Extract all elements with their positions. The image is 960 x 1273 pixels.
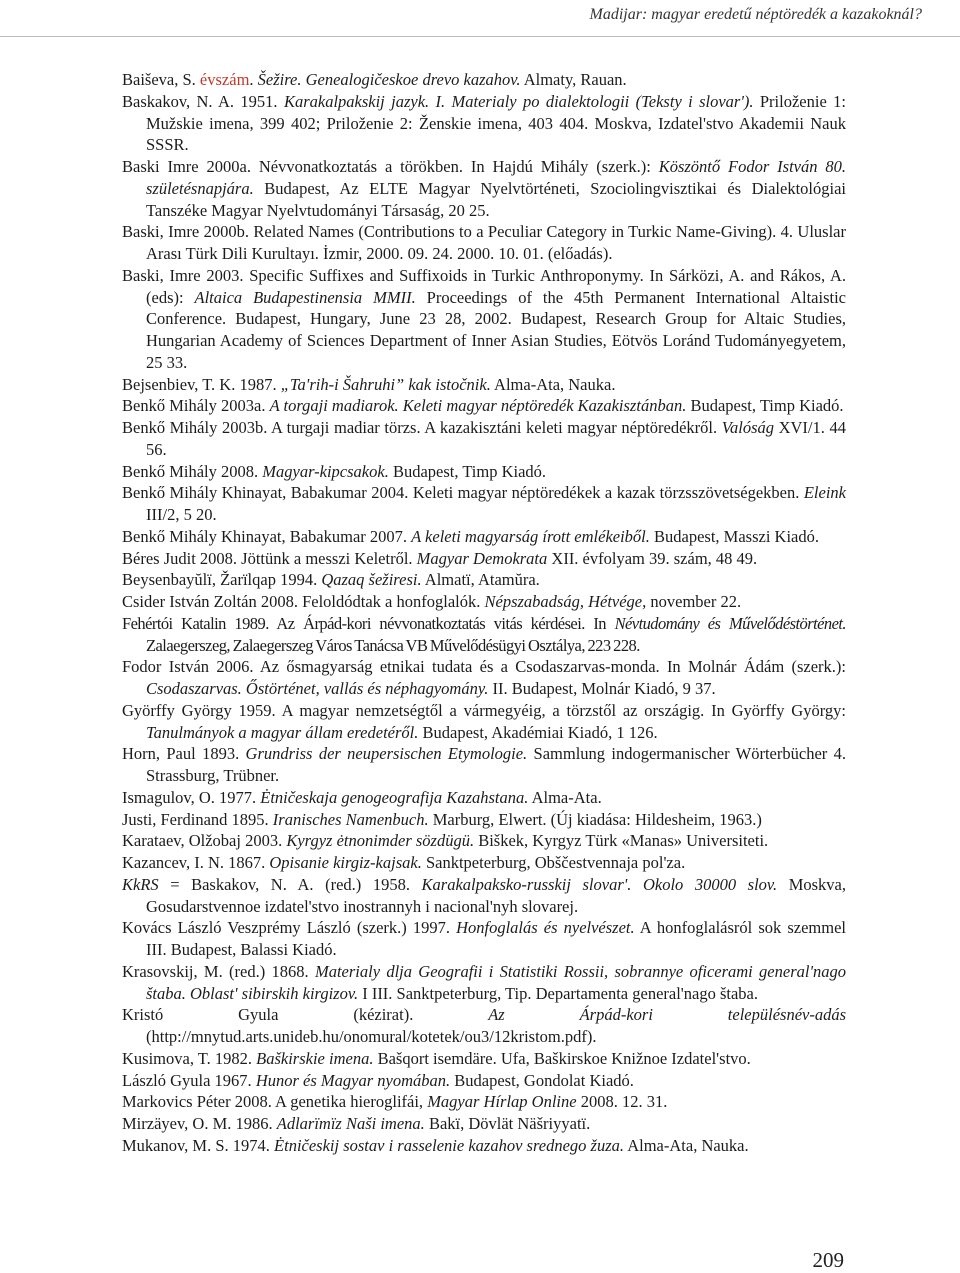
bibliography-entry xyxy=(122,482,846,526)
entry-text: Baski, Imre 2000b. Related Names (Contributions to a Peculiar Category in Turkic Name-Giving). 4. Uluslar Arası Türk Dili Kurultayı. İzmir, 2000. 09. 24. 2000. 10. 01. (előadás). xyxy=(122,222,846,263)
bibliography-entry xyxy=(122,852,846,874)
entry-text: Fehértói Katalin 1989. Az Árpád-kori névvonatkoztatás vitás kérdései. In xyxy=(122,613,615,633)
entry-text: Budapest, Timp Kiadó. xyxy=(686,396,844,416)
bibliography-entry xyxy=(122,1135,846,1157)
page-number: 209 xyxy=(812,1248,844,1272)
bibliography-entry xyxy=(122,656,846,700)
entry-text: (http://mnytud.arts.unideb.hu/onomural/kotetek/ou3/12kristom.pdf). xyxy=(146,1027,597,1046)
entry-title-text: Magyar Hírlap Online xyxy=(427,1092,577,1112)
entry-text: 2008. 12. 31. xyxy=(576,1092,668,1112)
entry-title-text: Materialy dlja Geografii i Statistiki Rossii, sobrannye oficerami general'nago štaba. Oblast' sibirskih kirgizov. xyxy=(146,961,846,1003)
entry-text: Györffy György 1959. A magyar nemzetségtől a vármegyéig, a törzstől az országig. In Györffy György: xyxy=(122,700,846,720)
bibliography-entry xyxy=(122,265,846,374)
entry-text: Proceedings of the 45th Permanent International Altaistic Conference. Budapest, Hungary, June 23 28, 2002. Budapest, Research Group for Altaic Studies, Hungarian Academy of Sciences Department of Inner Asian Studies, Eötvös Loránd Tudományegyetem, 25 33. xyxy=(146,287,846,372)
entry-text: évszám xyxy=(199,70,250,89)
header-divider xyxy=(0,36,960,37)
entry-text: Beysenbayŭlï, Žarïlqap 1994. xyxy=(122,570,322,590)
entry-text: Bakï, Dövlät Näšriyyatï. xyxy=(424,1114,591,1133)
entry-text: Benkő Mihály Khinayat, Babakumar 2007. xyxy=(122,526,412,546)
entry-text: = Baskakov, N. A. (red.) 1958. xyxy=(158,874,422,894)
bibliography-entry xyxy=(122,1070,846,1092)
entry-text: Justi, Ferdinand 1895. xyxy=(122,809,273,829)
entry-title-text: Köszöntő Fodor István 80. születésnapjára. xyxy=(146,157,847,198)
entry-text: Alma-Ata, Nauka. xyxy=(490,374,616,394)
bibliography-entry xyxy=(122,221,846,265)
bibliography-entry xyxy=(122,809,846,831)
bibliography-entry xyxy=(122,700,846,744)
entry-title-text: Iranisches Namenbuch. xyxy=(272,809,429,829)
entry-title-text: Az Árpád-kori településnév-adás xyxy=(488,1005,847,1025)
bibliography-entry xyxy=(122,1004,846,1048)
entry-text: Benkő Mihály 2003a. xyxy=(122,396,270,416)
entry-text: Fodor István 2006. Az ősmagyarság etnikai tudata és a Csodaszarvas-monda. In Molnár Ádám (szerk.): xyxy=(122,657,846,677)
bibliography-entry xyxy=(122,874,846,918)
entry-title-text: Eleink xyxy=(803,483,846,503)
entry-title-text: Magyar-kipcsakok. xyxy=(262,461,389,481)
entry-text: Alma-Ata. xyxy=(528,787,602,807)
entry-title-text: Adlarïmïz Naši imena. xyxy=(276,1114,425,1133)
entry-title-text: A torgaji madiarok. Keleti magyar néptöredék Kazakisztánban. xyxy=(269,396,687,416)
entry-title-text: Baškirskie imena. xyxy=(256,1048,374,1068)
entry-text: Markovics Péter 2008. A genetika hieroglifái, xyxy=(122,1092,428,1112)
entry-title-text: Kyrgyz ėtnonimder sözdügü. xyxy=(286,831,475,851)
bibliography-entry xyxy=(122,613,846,657)
entry-text: Zalaegerszeg, Zalaegerszeg Város Tanácsa VB Művelődésügyi Osztálya, 223 228. xyxy=(146,635,640,655)
entry-title-text: „Ta'rih-i Šahruhi” kak istočnik. xyxy=(280,374,491,394)
bibliography-entry xyxy=(122,395,846,417)
entry-text: Budapest, Gondolat Kiadó. xyxy=(450,1070,634,1090)
entry-text: Baskakov, N. A. 1951. xyxy=(122,91,284,111)
entry-text: Krasovskij, M. (red.) 1868. xyxy=(122,961,315,981)
entry-title-text: Magyar Demokrata xyxy=(416,548,548,568)
entry-text: Kazancev, I. N. 1867. xyxy=(122,853,270,872)
entry-text: Benkő Mihály 2003b. A turgaji madiar törzs. A kazakisztáni keleti magyar néptöredékről. xyxy=(122,418,722,437)
bibliography-entry xyxy=(122,787,846,809)
entry-title-text: Qazaq šežiresi. xyxy=(321,570,422,590)
bibliography-entry xyxy=(122,1113,846,1135)
entry-text: Benkő Mihály Khinayat, Babakumar 2004. Keleti magyar néptöredékek a kazak törzsszövetségekben. xyxy=(122,483,804,503)
bibliography-entry xyxy=(122,961,846,1005)
entry-title-text: KkRS xyxy=(122,874,159,894)
entry-text: Budapest, Timp Kiadó. xyxy=(388,461,547,481)
bibliography-entry xyxy=(122,91,846,156)
entry-title-text: Karakalpaksko-russkij slovar'. Okolo 30000 slov. xyxy=(421,874,778,894)
entry-text: . xyxy=(249,70,258,89)
entry-title-text: Opisanie kirgiz-kajsak. xyxy=(269,853,422,872)
entry-text: Bejsenbiev, T. K. 1987. xyxy=(122,374,281,394)
bibliography-list xyxy=(122,69,846,1157)
entry-text: Budapest, Akadémiai Kiadó, 1 126. xyxy=(418,722,658,742)
entry-title-text: Népszabadság, Hétvége, xyxy=(484,592,647,611)
entry-text: Kovács László Veszprémy László (szerk.) 1997. xyxy=(122,918,457,938)
entry-text: Ismagulov, O. 1977. xyxy=(122,787,261,807)
bibliography-entry xyxy=(122,1091,846,1113)
entry-text: Baski Imre 2000a. Névvonatkoztatás a törökben. In Hajdú Mihály (szerk.): xyxy=(122,157,659,176)
entry-text: Baiševa, S. xyxy=(122,70,200,89)
entry-text: XII. évfolyam 39. szám, 48 49. xyxy=(547,548,758,568)
entry-text: Benkő Mihály 2008. xyxy=(122,461,263,481)
entry-text: Budapest, Masszi Kiadó. xyxy=(649,526,819,546)
bibliography-entry xyxy=(122,569,846,591)
entry-text: II. Budapest, Molnár Kiadó, 9 37. xyxy=(488,679,716,698)
entry-text: Bašqort isemdäre. Ufa, Baškirskoe Knižnoe Izdatel'stvo. xyxy=(373,1048,751,1068)
entry-text: Sammlung indogermanischer Wörterbücher 4. Strassburg, Trübner. xyxy=(146,744,846,785)
entry-text: László Gyula 1967. xyxy=(122,1070,256,1090)
entry-text: Karataev, Olžobaj 2003. xyxy=(122,831,287,851)
bibliography-entry xyxy=(122,69,846,91)
entry-text: Biškek, Kyrgyz Türk «Manas» Universiteti. xyxy=(474,831,769,851)
bibliography-entry xyxy=(122,917,846,961)
entry-title-text: Karakalpakskij jazyk. I. Materialy po dialektologii (Teksty i slovar'). xyxy=(283,91,754,111)
entry-title-text: Šežire. Genealogičeskoe drevo kazahov. xyxy=(257,70,521,89)
entry-text: Budapest, Az ELTE Magyar Nyelvtörténeti, Szociolingvisztikai és Dialektológiai Tanszéke Magyar Nyelvtudományi Társaság, 20 25. xyxy=(146,178,846,220)
bibliography-entry xyxy=(122,591,846,613)
entry-title-text: Grundriss der neupersischen Etymologie. xyxy=(245,744,528,764)
entry-text: Béres Judit 2008. Jöttünk a messzi Keletről. xyxy=(122,548,417,568)
entry-title-text: Tanulmányok a magyar állam eredetéről. xyxy=(146,722,419,742)
entry-text: Mukanov, M. S. 1974. xyxy=(122,1135,275,1155)
entry-title-text: Honfoglalás és nyelvészet. xyxy=(456,918,635,938)
entry-title-text: Ėtničeskaja genogeografija Kazahstana. xyxy=(260,787,529,807)
entry-text: Kusimova, T. 1982. xyxy=(122,1048,257,1068)
entry-text: XVI/1. 44 56. xyxy=(146,418,846,459)
entry-title-text: Ėtničeskij sostav i rasselenie kazahov srednego žuza. xyxy=(274,1135,624,1155)
bibliography-entry xyxy=(122,1048,846,1070)
entry-text: III/2, 5 20. xyxy=(146,505,217,524)
bibliography-entry xyxy=(122,526,846,548)
entry-title-text: Csodaszarvas. Őstörténet, vallás és néphagyomány. xyxy=(146,679,489,698)
bibliography-entry xyxy=(122,374,846,396)
bibliography-entry xyxy=(122,743,846,787)
entry-text: Marburg, Elwert. (Új kiadása: Hildesheim, 1963.) xyxy=(428,809,762,829)
entry-text: november 22. xyxy=(646,592,742,611)
bibliography-entry xyxy=(122,417,846,461)
entry-text: Almatï, Atamŭra. xyxy=(421,570,540,590)
entry-text: Horn, Paul 1893. xyxy=(122,744,246,764)
entry-text: Priloženie 1: Mužskie imena, 399 402; Priloženie 2: Ženskie imena, 403 404. Moskva, Izdatel'stvo Akademii Nauk SSSR. xyxy=(146,91,846,155)
entry-title-text: Altaica Budapestinensia MMII. xyxy=(194,287,416,307)
bibliography-entry xyxy=(122,830,846,852)
entry-text: Moskva, Gosudarstvennoe izdatel'stvo inostrannyh i nacional'nyh slovarej. xyxy=(146,874,846,916)
entry-text: A honfoglalásról sok szemmel III. Budapest, Balassi Kiadó. xyxy=(146,918,846,959)
entry-title-text: Névtudomány és Művelődéstörténet. xyxy=(614,613,846,633)
entry-text: Kristó Gyula (kézirat). xyxy=(122,1005,489,1025)
bibliography-entry xyxy=(122,156,846,221)
entry-text: Sanktpeterburg, Obščestvennaja pol'za. xyxy=(421,853,686,872)
entry-title-text: A keleti magyarság írott emlékeiből. xyxy=(411,526,650,546)
entry-text: Baski, Imre 2003. Specific Suffixes and Suffixoids in Turkic Anthroponymy. In Sárközi, A. and Rákos, A. (eds): xyxy=(122,265,846,307)
entry-text: Almaty, Rauan. xyxy=(520,70,627,89)
bibliography-entry xyxy=(122,461,846,483)
entry-text: Csider István Zoltán 2008. Feloldódtak a honfoglalók. xyxy=(122,592,485,611)
running-header-title: Madijar: magyar eredetű néptöredék a kazakoknál? xyxy=(589,6,922,23)
entry-text: Mirzäyev, O. M. 1986. xyxy=(122,1114,277,1133)
entry-title-text: Valóság xyxy=(721,418,774,437)
entry-text: I III. Sanktpeterburg, Tip. Departamenta general'nago štaba. xyxy=(358,983,759,1003)
entry-title-text: Hunor és Magyar nyomában. xyxy=(255,1070,451,1090)
bibliography-entry xyxy=(122,548,846,570)
entry-text: Alma-Ata, Nauka. xyxy=(624,1135,749,1155)
